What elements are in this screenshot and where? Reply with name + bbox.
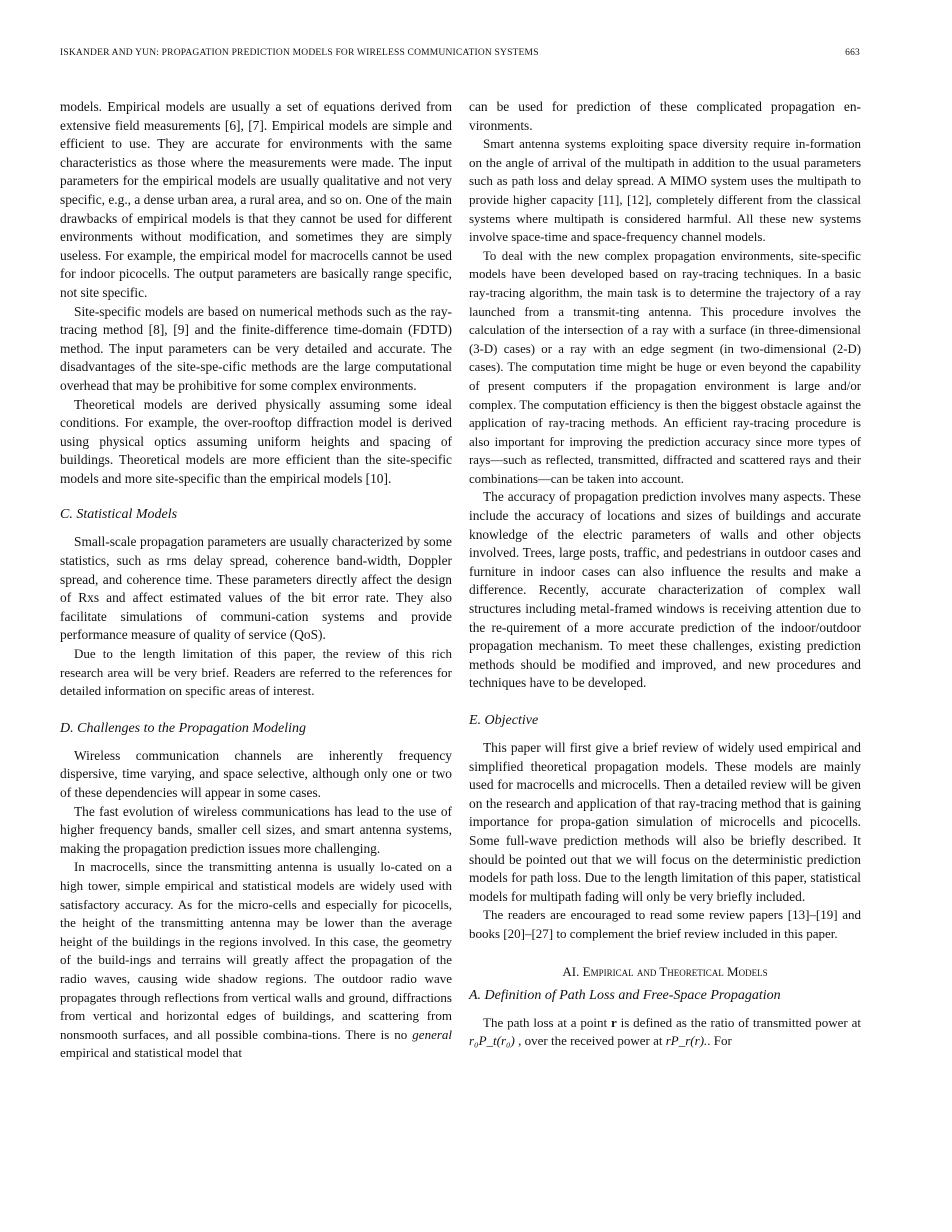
section-heading-c: C. Statistical Models bbox=[60, 507, 178, 523]
paragraph: The fast evolution of wireless communications has lead to the use of higher frequency bands, smaller cell sizes, and smart antenna systems, making the propagation prediction issues more challenging. bbox=[60, 803, 452, 856]
paragraph: Small-scale propagation parameters are usually characterized by some statistics, such as rms delay spread, coherence band-width, Doppler spread, and coherence time. These parameters directly affect the design of Rxs and affect estimated values of the bit error rate. They also facilitate simulations of communi-cation systems and provide performance measure of quality of service (QoS). bbox=[60, 534, 452, 643]
right-column bbox=[469, 98, 861, 1051]
math-expression: r₀P_t(r₀) bbox=[469, 1033, 515, 1049]
paragraph-text: The path loss at a point bbox=[483, 1014, 611, 1030]
paragraph: Theoretical models are derived physically assuming some ideal conditions. For example, the over-rooftop diffraction model is derived using physical optics assuming uniform heights and spacing of buildings. Theoretical models are more efficient than the site-specific models and more site-specific than the empirical models [10]. bbox=[60, 396, 452, 486]
paragraph bbox=[469, 1014, 861, 1051]
section-heading-e: E. Objective bbox=[469, 713, 539, 728]
section-heading-d: D. Challenges to the Propagation Modeling bbox=[60, 720, 307, 736]
paragraph: can be used for prediction of these complicated propagation en-vironments. bbox=[469, 99, 861, 133]
paragraph-text: is defined as the ratio of transmitted power at bbox=[616, 1014, 862, 1030]
page-number: 663 bbox=[845, 48, 860, 58]
paragraph-text: . For bbox=[707, 1033, 732, 1049]
running-header bbox=[60, 48, 860, 64]
paragraph: models. Empirical models are usually a set of equations derived from extensive field measurements [6], [7]. Empirical models are simple and efficient to use. They are accurate for environments with the same characteristics as those where the measurements were made. The input parameters for the empirical models are usually qualitative and not very specific, e.g., a dense urban area, a rural area, and so on. One of the main drawbacks of empirical models is that they cannot be used for different environments without modification, and sometimes they are simply useless. For example, the empirical model for macrocells cannot be used for indoor picocells. The output parameters are basically range specific, not site specific. bbox=[60, 99, 452, 300]
emphasis: general bbox=[412, 1026, 453, 1042]
paragraph: This paper will first give a brief review of widely used empirical and simplified theoretical propagation models. These models are mainly used for macrocells and microcells. Then a detailed review will be given on the research and application of that ray-tracing method that is gaining importance for propa-gation simulation of microcells and picocells. Some full-wave prediction methods will also be briefly described. It should be pointed out that we will focus on the deterministic prediction models for path loss. Due to the length limitation of this paper, statistical models for multipath fading will only be very briefly included. bbox=[469, 740, 861, 904]
left-column bbox=[60, 98, 452, 1063]
paragraph: Due to the length limitation of this paper, the review of this rich research area will be very brief. Readers are referred to the references for detailed information on specific areas of interest. bbox=[60, 646, 452, 699]
paragraph: Wireless communication channels are inherently frequency dispersive, time varying, and space selective, although only one or two of these dependencies will appear in some cases. bbox=[60, 747, 452, 800]
section-heading-ai: AI. Empirical and Theoretical Models bbox=[562, 963, 768, 979]
paragraph: The readers are encouraged to read some review papers [13]–[19] and books [20]–[27] to complement the brief review included in this paper. bbox=[469, 907, 861, 941]
running-title: ISKANDER AND YUN: PROPAGATION PREDICTION MODELS FOR WIRELESS COMMUNICATION SYSTEMS bbox=[60, 48, 539, 58]
paragraph: To deal with the new complex propagation environments, site-specific models have been developed based on ray-tracing techniques. In a basic ray-tracing algorithm, the main task is to determine the trajectory of a ray launched from a transmit-ting antenna. This procedure involves the calculation of the intersection of a ray with a surface (in three-dimensional (3-D) cases) or a ray with an edge segment (in two-dimensional (2-D) cases). The computation time might be huge or even beyond the capability of present computers if the propagation environment is large and/or complex. The computation efficiency is then the biggest obstacle against the application of ray-tracing methods. An efficient ray-tracing procedure is also important for improving the prediction accuracy since more types of rays—such as reflected, transmitted, diffracted and scattered rays and their combinations—can be taken into account. bbox=[469, 248, 861, 486]
paragraph-text: , over the received power at bbox=[514, 1033, 666, 1049]
paragraph: Site-specific models are based on numerical methods such as the ray-tracing method [8], [9] and the finite-difference time-domain (FDTD) method. The input parameters can be very detailed and accurate. The disadvantages of the site-spe-cific methods are the large computational overhead that may be prohibitive for some complex environments. bbox=[60, 303, 452, 393]
paragraph-text: In macrocells, since the transmitting antenna is usually lo-cated on a high tower, simple empirical and statistical models are widely used with satisfactory accuracy. As for the micro-cells and especially for picocells, the height of the transmitting antenna may be lower than the average height of the buildings in the regions involved. In this case, the geometry of the build-ings and terrains will greatly affect the propagation of the radio waves, causing wide shadow regions. The outdoor radio wave propagates through reflections from vertical walls and ground, diffractions from vertical and horizontal edges of buildings, and scattering from nonsmooth surfaces, and all possible combina-tions. There is no bbox=[60, 859, 452, 1042]
math-expression: rP_r(r). bbox=[665, 1033, 708, 1049]
paragraph bbox=[60, 858, 452, 1063]
paragraph: The accuracy of propagation prediction involves many aspects. These include the accuracy of locations and sizes of buildings and accurate knowledge of the electric parameters of walls and other objects involved. Trees, large posts, traffic, and pedestrians in outdoor cases and furniture in indoor cases can also influence the results and make a difference. Recently, accurate characterization of complex wall structures including metal-framed windows is receiving attention due to the re-quirement of a more accurate prediction of the indoor/outdoor propagation mechanism. To meet these challenges, existing prediction methods should be modified and improved, and new procedures and techniques have to be developed. bbox=[469, 489, 861, 691]
math-symbol: r bbox=[610, 1014, 617, 1030]
paragraph: Smart antenna systems exploiting space diversity require in-formation on the angle of arrival of the multipath in addition to the usual parameters such as path loss and delay spread. A MIMO system uses the multipath to provide higher capacity [11], [12], completely different from the classical systems where multipath is considered harmful. All these new systems involve space-time and space-frequency channel models. bbox=[469, 136, 861, 245]
paragraph-text: empirical and statistical model that bbox=[60, 1045, 242, 1061]
section-heading-a: A. Definition of Path Loss and Free-Space Propagation bbox=[469, 987, 781, 1003]
